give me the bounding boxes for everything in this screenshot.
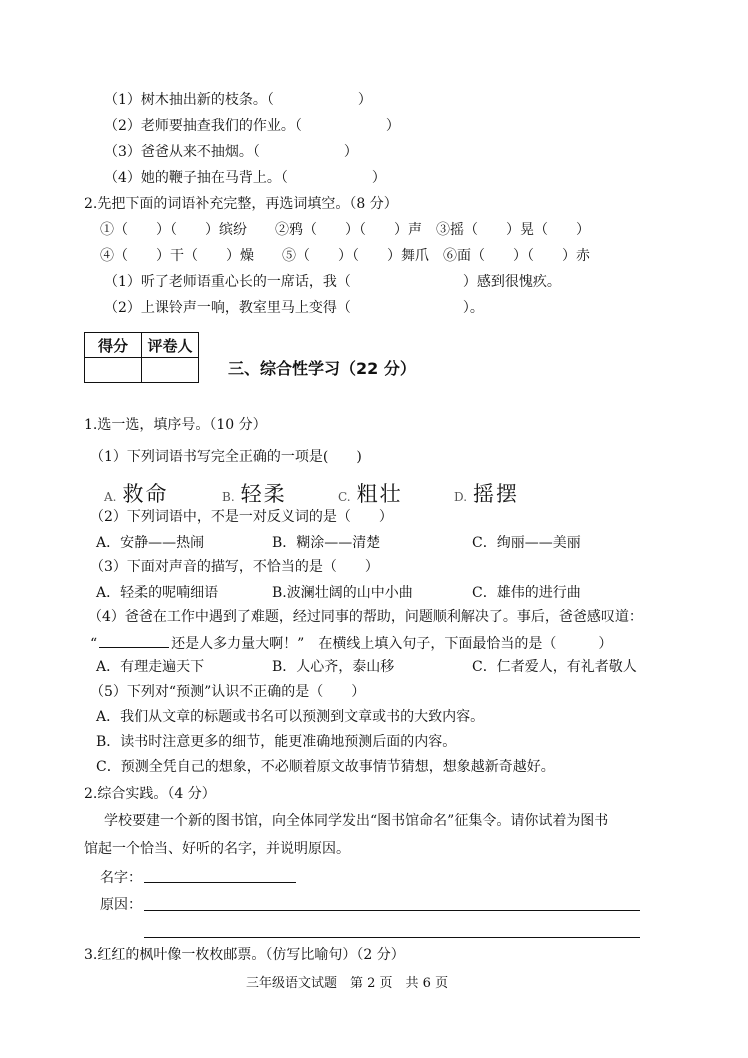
s1-q3-a: A．轻柔的呢喃细语 [96,585,219,601]
s1-q2-a: A．安静——热闹 [96,535,205,551]
grader-header: 评卷人 [142,333,199,358]
s1-q5-b: B．读书时注意更多的细节，能更准确地预测后面的内容。 [96,734,457,750]
q1-item-1: （1）树木抽出新的枝条。（ ） [104,92,372,108]
section-title: 三、综合性学习（22 分） [228,359,416,378]
quote-open: “ [90,636,98,652]
s1-q5-c: C．预测全凭自己的想象，不必顺着原文故事情节猜想，想象越新奇越好。 [96,759,555,775]
reason-answer-line-2[interactable] [144,937,640,938]
s2-para-2: 馆起一个恰当、好听的名字，并说明原因。 [84,841,350,857]
option-letter: B. [222,490,235,504]
option-d [454,478,519,508]
s1-q3-b: B.波澜壮阔的山中小曲 [272,585,413,601]
s1-q2-c: C．绚丽——美丽 [472,535,581,551]
name-answer-line[interactable] [144,882,296,883]
s1-title: 1.选一选，填序号。（10 分） [84,417,267,433]
s1-q1: （1）下列词语书写完全正确的一项是( ) [90,449,362,465]
page-footer: 三年级语文试题 第 2 页 共 6 页 [246,976,449,991]
option-letter: D. [454,490,468,504]
q2-fill-1: （1）听了老师语重心长的一席话，我（ ）感到很愧疚。 [104,274,561,290]
option-letter: A. [104,490,117,504]
option-b [222,478,287,508]
s1-q4-line1: （4）爸爸在工作中遇到了难题，经过同事的帮助，问题顺利解决了。事后，爸爸感叹道： [88,609,643,625]
s1-q3-c: C．雄伟的进行曲 [472,585,581,601]
score-header: 得分 [85,333,142,358]
blank-line[interactable] [99,633,169,648]
s1-q4-b: B．人心齐，泰山移 [272,659,395,675]
option-letter: C. [338,490,351,504]
option-word: 轻柔 [240,482,287,506]
q1-item-3: （3）爸爸从来不抽烟。（ ） [104,144,358,160]
reason-answer-line[interactable] [144,910,640,911]
reason-label: 原因： [100,897,142,913]
s1-q4-c: C．仁者爱人，有礼者敬人 [472,659,637,675]
s1-q2-b: B．糊涂——清楚 [272,535,381,551]
q2-row-2: ④（ ）干（ ）燥 ⑤（ ）（ ）舞爪 ⑥面（ ）（ ）赤 [100,248,590,264]
q2-title: 2.先把下面的词语补充完整，再选词填空。（8 分） [84,196,398,212]
s1-q2: （2）下列词语中，不是一对反义词的是（ ） [90,509,393,525]
q2-fill-2: （2）上课铃声一响，教室里马上变得（ ）。 [104,300,484,316]
s2-para-1: 学校要建一个新的图书馆，向全体同学发出“图书馆命名”征集令。请你试着为图书 [104,813,609,829]
s1-q4-line2 [90,633,612,653]
s1-q4-a: A．有理走遍天下 [96,659,205,675]
option-c [338,478,403,508]
s2-title: 2.综合实践。（4 分） [84,786,216,802]
s1-q5-a: A．我们从文章的标题或书名可以预测到文章或书的大致内容。 [96,709,485,725]
grader-cell[interactable] [142,358,199,383]
option-a [104,478,168,508]
q1-item-2: （2）老师要抽查我们的作业。（ ） [104,118,400,134]
score-table [84,332,199,383]
q4-text: 还是人多力量大啊！” 在横线上填入句子，下面最恰当的是（ ） [171,636,613,652]
q1-item-4: （4）她的鞭子抽在马背上。（ ） [104,170,386,186]
s1-q3: （3）下面对声音的描写，不恰当的是（ ） [90,559,379,575]
s3-title: 3.红红的枫叶像一枚枚邮票。（仿写比喻句）（2 分） [84,947,405,963]
name-label: 名字： [100,870,142,886]
option-word: 粗壮 [356,482,403,506]
q2-row-1: ①（ ）（ ）缤纷 ②鸦（ ）（ ）声 ③摇（ ）晃（ ） [100,222,590,238]
option-word: 救命 [122,482,169,506]
option-word: 摇摆 [473,482,520,506]
score-cell[interactable] [85,358,142,383]
s1-q5: （5）下列对“预测”认识不正确的是（ ） [90,684,366,700]
